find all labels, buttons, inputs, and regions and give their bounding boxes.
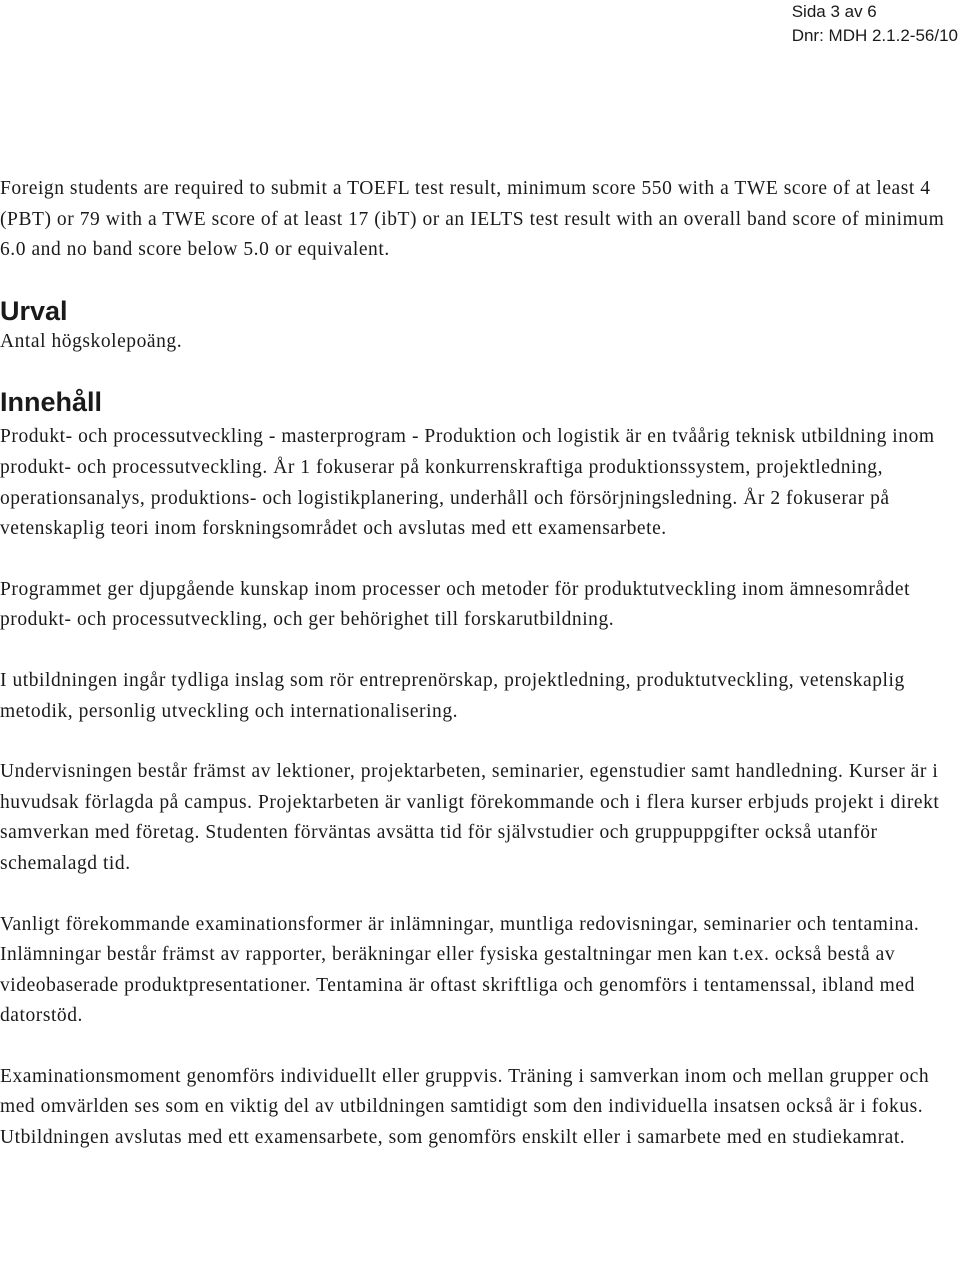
- urval-heading: Urval: [0, 295, 68, 326]
- urval-text: Antal högskolepoäng.: [0, 330, 183, 352]
- innehall-paragraph-3: I utbildningen ingår tydliga inslag som rör entreprenörskap, projektledning, produktutveckling, vetenskaplig metodik, personlig utveckling och internationalisering.: [0, 669, 905, 722]
- innehall-paragraph-6: Examinationsmoment genomförs individuellt eller gruppvis. Träning i samverkan inom och mellan grupper och med omvärlden ses som en viktig del av utbildningen samtidigt som den individuella insatsen också är i fokus. Utbildningen avslutas med ett examensarbete, som genomförs enskilt eller i samarbete med en studiekamrat.: [0, 1065, 930, 1149]
- innehall-paragraph-5: Vanligt förekommande examinationsformer är inlämningar, muntliga redovisningar, seminarier och tentamina. Inlämningar består främst av rapporter, beräkningar eller fysiska gestaltningar men kan t.ex. också bestå av videobaserade produktpresentationer. Tentamina är oftast skriftliga och genomförs i tentamenssal, ibland med datorstöd.: [0, 913, 920, 1027]
- page-number: Sida 3 av 6: [791, 2, 877, 21]
- page-header: [792, 0, 958, 48]
- document-body: [0, 174, 960, 1154]
- innehall-paragraph-2: Programmet ger djupgående kunskap inom processer och metoder för produktutveckling inom ämnesområdet produkt- och processutveckling, och ger behörighet till forskarutbildning.: [0, 578, 911, 631]
- intro-paragraph: Foreign students are required to submit a TOEFL test result, minimum score 550 with a TWE score of at least 4 (PBT) or 79 with a TWE score of at least 17 (ibT) or an IELTS test result with an overall band score of minimum 6.0 and no band score below 5.0 or equivalent.: [0, 178, 945, 261]
- innehall-heading: Innehåll: [0, 387, 103, 418]
- innehall-paragraph-4: Undervisningen består främst av lektioner, projektarbeten, seminarier, egenstudier samt handledning. Kurser är i huvudsak förlagda på campus. Projektarbeten är vanligt förekommande och i flera kurser erbjuds projekt i direkt samverkan med företag. Studenten förväntas avsätta tid för självstudier och gruppuppgifter också utanför schemalagd tid.: [0, 761, 940, 874]
- document-reference: Dnr: MDH 2.1.2-56/10: [791, 26, 958, 45]
- innehall-paragraph-1: Produkt- och processutveckling - masterprogram - Produktion och logistik är en tvåårig teknisk utbildning inom produkt- och processutveckling. År 1 fokuserar på konkurrenskraftiga produktionssystem, projektledning, operationsanalys, produktions- och logistikplanering, underhåll och försörjningsledning. År 2 fokuserar på vetenskaplig teori inom forskningsområdet och avslutas med ett examensarbete.: [0, 426, 935, 540]
